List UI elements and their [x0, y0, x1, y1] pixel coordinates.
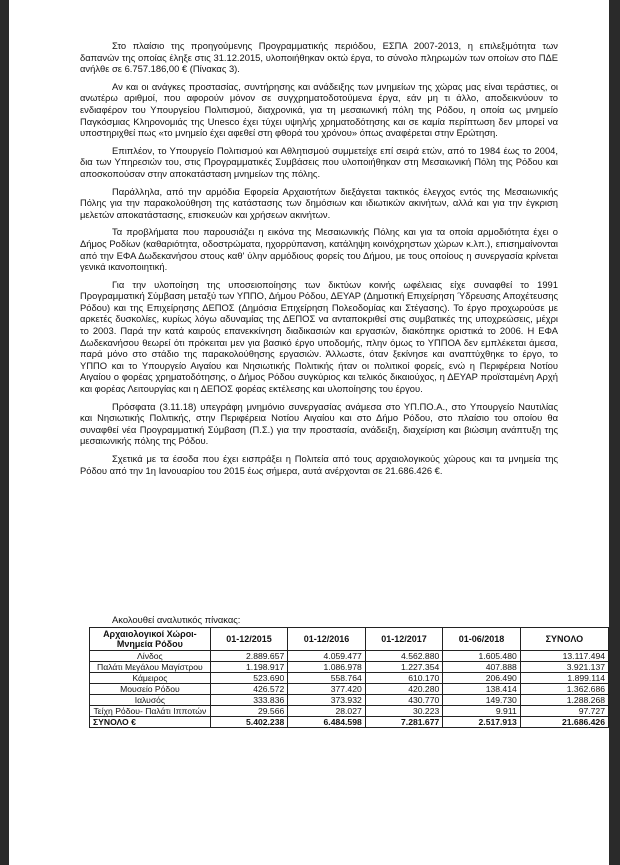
value-cell: 407.888 — [443, 662, 521, 673]
total-cell: 5.402.238 — [210, 717, 288, 728]
document-page — [9, 0, 609, 865]
value-cell: 1.605.480 — [443, 651, 521, 662]
column-header: Αρχαιολογικοί Χώροι- Μνημεία Ρόδου — [90, 628, 211, 651]
total-cell: 21.686.426 — [520, 717, 608, 728]
paragraph: Τα προβλήματα που παρουσιάζει η εικόνα της Μεσαιωνικής Πόλης και για τα οποία αρμοδιότητα έχει ο Δήμος Ροδίων (καθαριότητα, οδοστρώματα, ηχορρύπανση, κατάληψη κοινόχρηστων χώρων κ.λπ.), επισημαίνονται από την ΕΦΑ Δωδεκανήσου στους καθ' ύλην αρμόδιους φορείς του Δήμου, με τους οποίους η συνεργασία κρίνεται γενικά ικανοποιητική. — [80, 226, 558, 273]
value-cell: 373.932 — [288, 695, 366, 706]
site-cell: Λίνδος — [90, 651, 211, 662]
column-header: 01-12/2017 — [365, 628, 443, 651]
table-intro: Ακολουθεί αναλυτικός πίνακας: — [112, 614, 241, 625]
value-cell: 523.690 — [210, 673, 288, 684]
value-cell: 377.420 — [288, 684, 366, 695]
total-cell: 6.484.598 — [288, 717, 366, 728]
total-label: ΣΥΝΟΛΟ € — [90, 717, 211, 728]
table-row — [90, 673, 609, 684]
value-cell: 4.059.477 — [288, 651, 366, 662]
value-cell: 1.086.978 — [288, 662, 366, 673]
paragraph: Στο πλαίσιο της προηγούμενης Προγραμματικής περιόδου, ΕΣΠΑ 2007-2013, η επιλεξιμότητα των δαπανών της οποίας έληξε στις 31.12.2015, υλοποιήθηκαν οκτώ έργα, το σύνολο πληρωμών των οποίων στο ΠΔΕ ανήλθε σε 6.757.186,00 € (Πίνακας 3). — [80, 40, 558, 75]
column-header: 01-12/2016 — [288, 628, 366, 651]
site-cell: Κάμειρος — [90, 673, 211, 684]
paragraph: Για την υλοποίηση της υποσειοποίησης των δικτύων κοινής ωφέλειας είχε συναφθεί το 1991 Προγραμματική Σύμβαση μεταξύ των ΥΠΠΟ, Δήμου Ρόδου, ΔΕΥΑΡ (Δημοτική Επιχείρηση Ύδρευσης Αποχέτευσης Ρόδου) και της Επιχείρησης ΔΕΠΟΣ (Δημόσια Επιχείρηση Πολεοδομίας και Στέγασης). Το έργο προχωρούσε με αρκετές δυσκολίες, κυρίως λόγω αδυναμίας της ΔΕΠΟΣ να ανταποκριθεί στις συμβατικές της υποχρεώσεις, μέχρι το 2003. Παρά την κατά καιρούς επανεκκίνηση διαδικασιών και εργασιών, διακόπηκε οριστικά το 2006. Η ΕΦΑ Δωδεκανήσου θεωρεί ότι πρόκειται μεν για βασικό έργο υποδομής, πλην όμως το ΥΠΠΟΑ δεν εμπλέκεται άμεσα, παρά μόνο στο στάδιο της παρακολούθησης εργασιών. Άλλωστε, όταν ξεκίνησε και αναπτύχθηκε το έργο, το ΥΠΠΟ και το Υπουργείο Αιγαίου και Νησιωτικής Πολιτικής ήταν οι πολιτικοί φορείς, ενώ η Περιφέρεια Νοτίου Αιγαίου ο φορέας χρηματοδότησης, ο Δήμος Ρόδου συγκύριος και τελικός δικαιούχος, η ΔΕΥΑΡ προϊσταμένη Αρχή και φορέας Λειτουργίας και η ΔΕΠΟΣ φορέας εκτέλεσης και υλοποίησης του έργου. — [80, 278, 558, 395]
site-cell: Μουσείο Ρόδου — [90, 684, 211, 695]
value-cell: 30.223 — [365, 706, 443, 717]
total-cell: 7.281.677 — [365, 717, 443, 728]
value-cell: 1.198.917 — [210, 662, 288, 673]
value-cell: 1.288.268 — [520, 695, 608, 706]
table-row — [90, 651, 609, 662]
table-header-row — [90, 628, 609, 651]
table-row — [90, 684, 609, 695]
revenue-table — [89, 627, 609, 728]
paragraph: Πρόσφατα (3.11.18) υπεγράφη μνημόνιο συνεργασίας ανάμεσα στο ΥΠ.ΠΟ.Α., στο Υπουργείο Ναυτιλίας και Νησιωτικής Πολιτικής, στην Περιφέρεια Νοτίου Αιγαίου και στο Δήμο Ρόδου, στο πλαίσιο του οποίου θα συναφθεί νέα Προγραμματική Σύμβαση (Π.Σ.) για την προστασία, ανάδειξη, διαχείριση και βιώσιμη ανάπτυξη της μεσαιωνικής πόλης της Ρόδου. — [80, 400, 558, 447]
value-cell: 9.911 — [443, 706, 521, 717]
table-row — [90, 706, 609, 717]
value-cell: 138.414 — [443, 684, 521, 695]
value-cell: 610.170 — [365, 673, 443, 684]
value-cell: 206.490 — [443, 673, 521, 684]
paragraph: Αν και οι ανάγκες προστασίας, συντήρησης και ανάδειξης των μνημείων της χώρας μας είναι τεράστιες, οι ανωτέρω αριθμοί, που αφορούν μόνον σε συγχρηματοδοτούμενα έργα, εάν μη τι άλλο, αποδεικνύουν το ενδιαφέρον του Υπουργείου Πολιτισμού, διαχρονικά, για τη μεσαιωνική πόλη της Ρόδου, η οποία ως μνημείο Παγκόσμιας Κληρονομιάς της Unesco έχει τύχει υψηλής χρηματοδότησης και σε καμία περίπτωση δεν μπορεί να υποστηριχθεί πως «το μνημείο έχει αφεθεί στη φθορά του χρόνου» όπως αναφέρεται στην Ερώτηση. — [80, 80, 558, 139]
column-header: 01-06/2018 — [443, 628, 521, 651]
value-cell: 28.027 — [288, 706, 366, 717]
body-text — [80, 40, 558, 482]
table-row — [90, 662, 609, 673]
value-cell: 1.227.354 — [365, 662, 443, 673]
site-cell: Τείχη Ρόδου- Παλάτι Ιπποτών — [90, 706, 211, 717]
value-cell: 420.280 — [365, 684, 443, 695]
value-cell: 3.921.137 — [520, 662, 608, 673]
value-cell: 149.730 — [443, 695, 521, 706]
value-cell: 1.362.686 — [520, 684, 608, 695]
value-cell: 558.764 — [288, 673, 366, 684]
value-cell: 426.572 — [210, 684, 288, 695]
value-cell: 430.770 — [365, 695, 443, 706]
paragraph: Παράλληλα, από την αρμόδια Εφορεία Αρχαιοτήτων διεξάγεται τακτικός έλεγχος εντός της Μεσαιωνικής Πόλης για την παρακολούθηση της κατάστασης των δημόσιων και ιδιωτικών ακινήτων, αλλά και για την έγκριση μελετών αποκατάστασης, επισκευών και χρήσεων ακινήτων. — [80, 185, 558, 220]
value-cell: 97.727 — [520, 706, 608, 717]
paragraph: Επιπλέον, το Υπουργείο Πολιτισμού και Αθλητισμού συμμετείχε επί σειρά ετών, από το 1984 έως το 2004, δια των Υπηρεσιών του, στις Προγραμματικές Συμβάσεις που υλοποιήθηκαν στη Μεσαιωνική Πόλη της Ρόδου και αποσκοπούσαν στην αποκατάσταση μνημείων της πόλης. — [80, 144, 558, 179]
column-header: ΣΥΝΟΛΟ — [520, 628, 608, 651]
paragraph: Σχετικά με τα έσοδα που έχει εισπράξει η Πολιτεία από τους αρχαιολογικούς χώρους και τα μνημεία της Ρόδου από την 1η Ιανουαρίου του 2015 έως σήμερα, αυτά ανέρχονται σε 21.686.426 €. — [80, 453, 558, 476]
table-total-row — [90, 717, 609, 728]
value-cell: 1.899.114 — [520, 673, 608, 684]
value-cell: 2.889.657 — [210, 651, 288, 662]
total-cell: 2.517.913 — [443, 717, 521, 728]
value-cell: 13.117.494 — [520, 651, 608, 662]
value-cell: 29.566 — [210, 706, 288, 717]
column-header: 01-12/2015 — [210, 628, 288, 651]
table-row — [90, 695, 609, 706]
site-cell: Ιαλυσός — [90, 695, 211, 706]
value-cell: 333.836 — [210, 695, 288, 706]
site-cell: Παλάτι Μεγάλου Μαγίστρου — [90, 662, 211, 673]
value-cell: 4.562.880 — [365, 651, 443, 662]
